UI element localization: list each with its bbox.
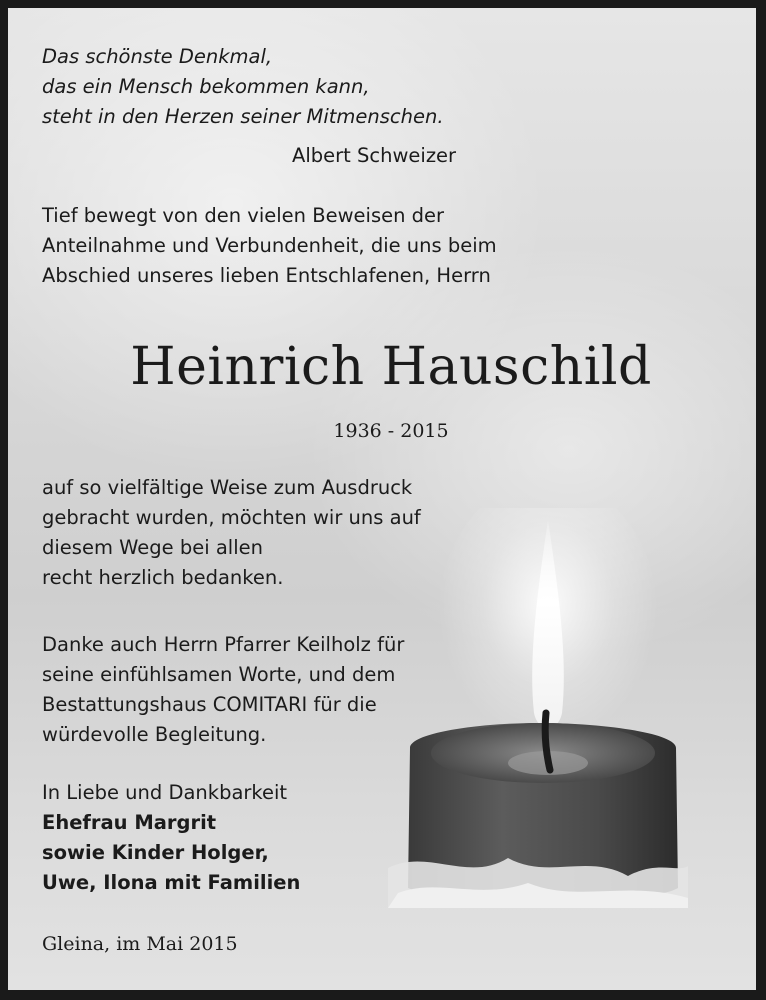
intro-line: Abschied unseres lieben Entschlafenen, Herrn: [42, 264, 491, 287]
thanks-extra-line: Danke auch Herrn Pfarrer Keilholz für: [42, 633, 405, 656]
thanks-line: recht herzlich bedanken.: [42, 566, 284, 589]
signature-family-line: Uwe, Ilona mit Familien: [42, 871, 301, 894]
candle-image: [388, 508, 688, 908]
thanks-text: [42, 473, 421, 593]
thanks-line: diesem Wege bei allen: [42, 536, 263, 559]
signature-family-line: Ehefrau Margrit: [42, 811, 217, 834]
thanks-line: gebracht wurden, möchten wir uns auf: [42, 506, 421, 529]
thanks-extra-text: [42, 630, 404, 750]
thanks-line: auf so vielfältige Weise zum Ausdruck: [42, 476, 413, 499]
life-dates: 1936 - 2015: [333, 420, 449, 442]
quote-author: Albert Schweizer: [292, 144, 457, 167]
intro-line: Anteilnahme und Verbundenheit, die uns beim: [42, 234, 497, 257]
place-date: Gleina, im Mai 2015: [42, 933, 238, 955]
signature-intro: In Liebe und Dankbarkeit: [42, 781, 288, 804]
signature-block: [42, 778, 300, 898]
intro-line: Tief bewegt von den vielen Beweisen der: [42, 204, 445, 227]
quote-line: Das schönste Denkmal,: [42, 45, 273, 68]
thanks-extra-line: würdevolle Begleitung.: [42, 723, 267, 746]
intro-text: [42, 201, 642, 291]
signature-family-line: sowie Kinder Holger,: [42, 841, 269, 864]
deceased-name: Heinrich Hauschild: [130, 337, 652, 397]
obituary-notice: [8, 8, 756, 990]
quote: [42, 42, 444, 132]
quote-line: das ein Mensch bekommen kann,: [42, 75, 370, 98]
quote-line: steht in den Herzen seiner Mitmenschen.: [42, 105, 444, 128]
thanks-extra-line: Bestattungshaus COMITARI für die: [42, 693, 377, 716]
thanks-extra-line: seine einfühlsamen Worte, und dem: [42, 663, 396, 686]
